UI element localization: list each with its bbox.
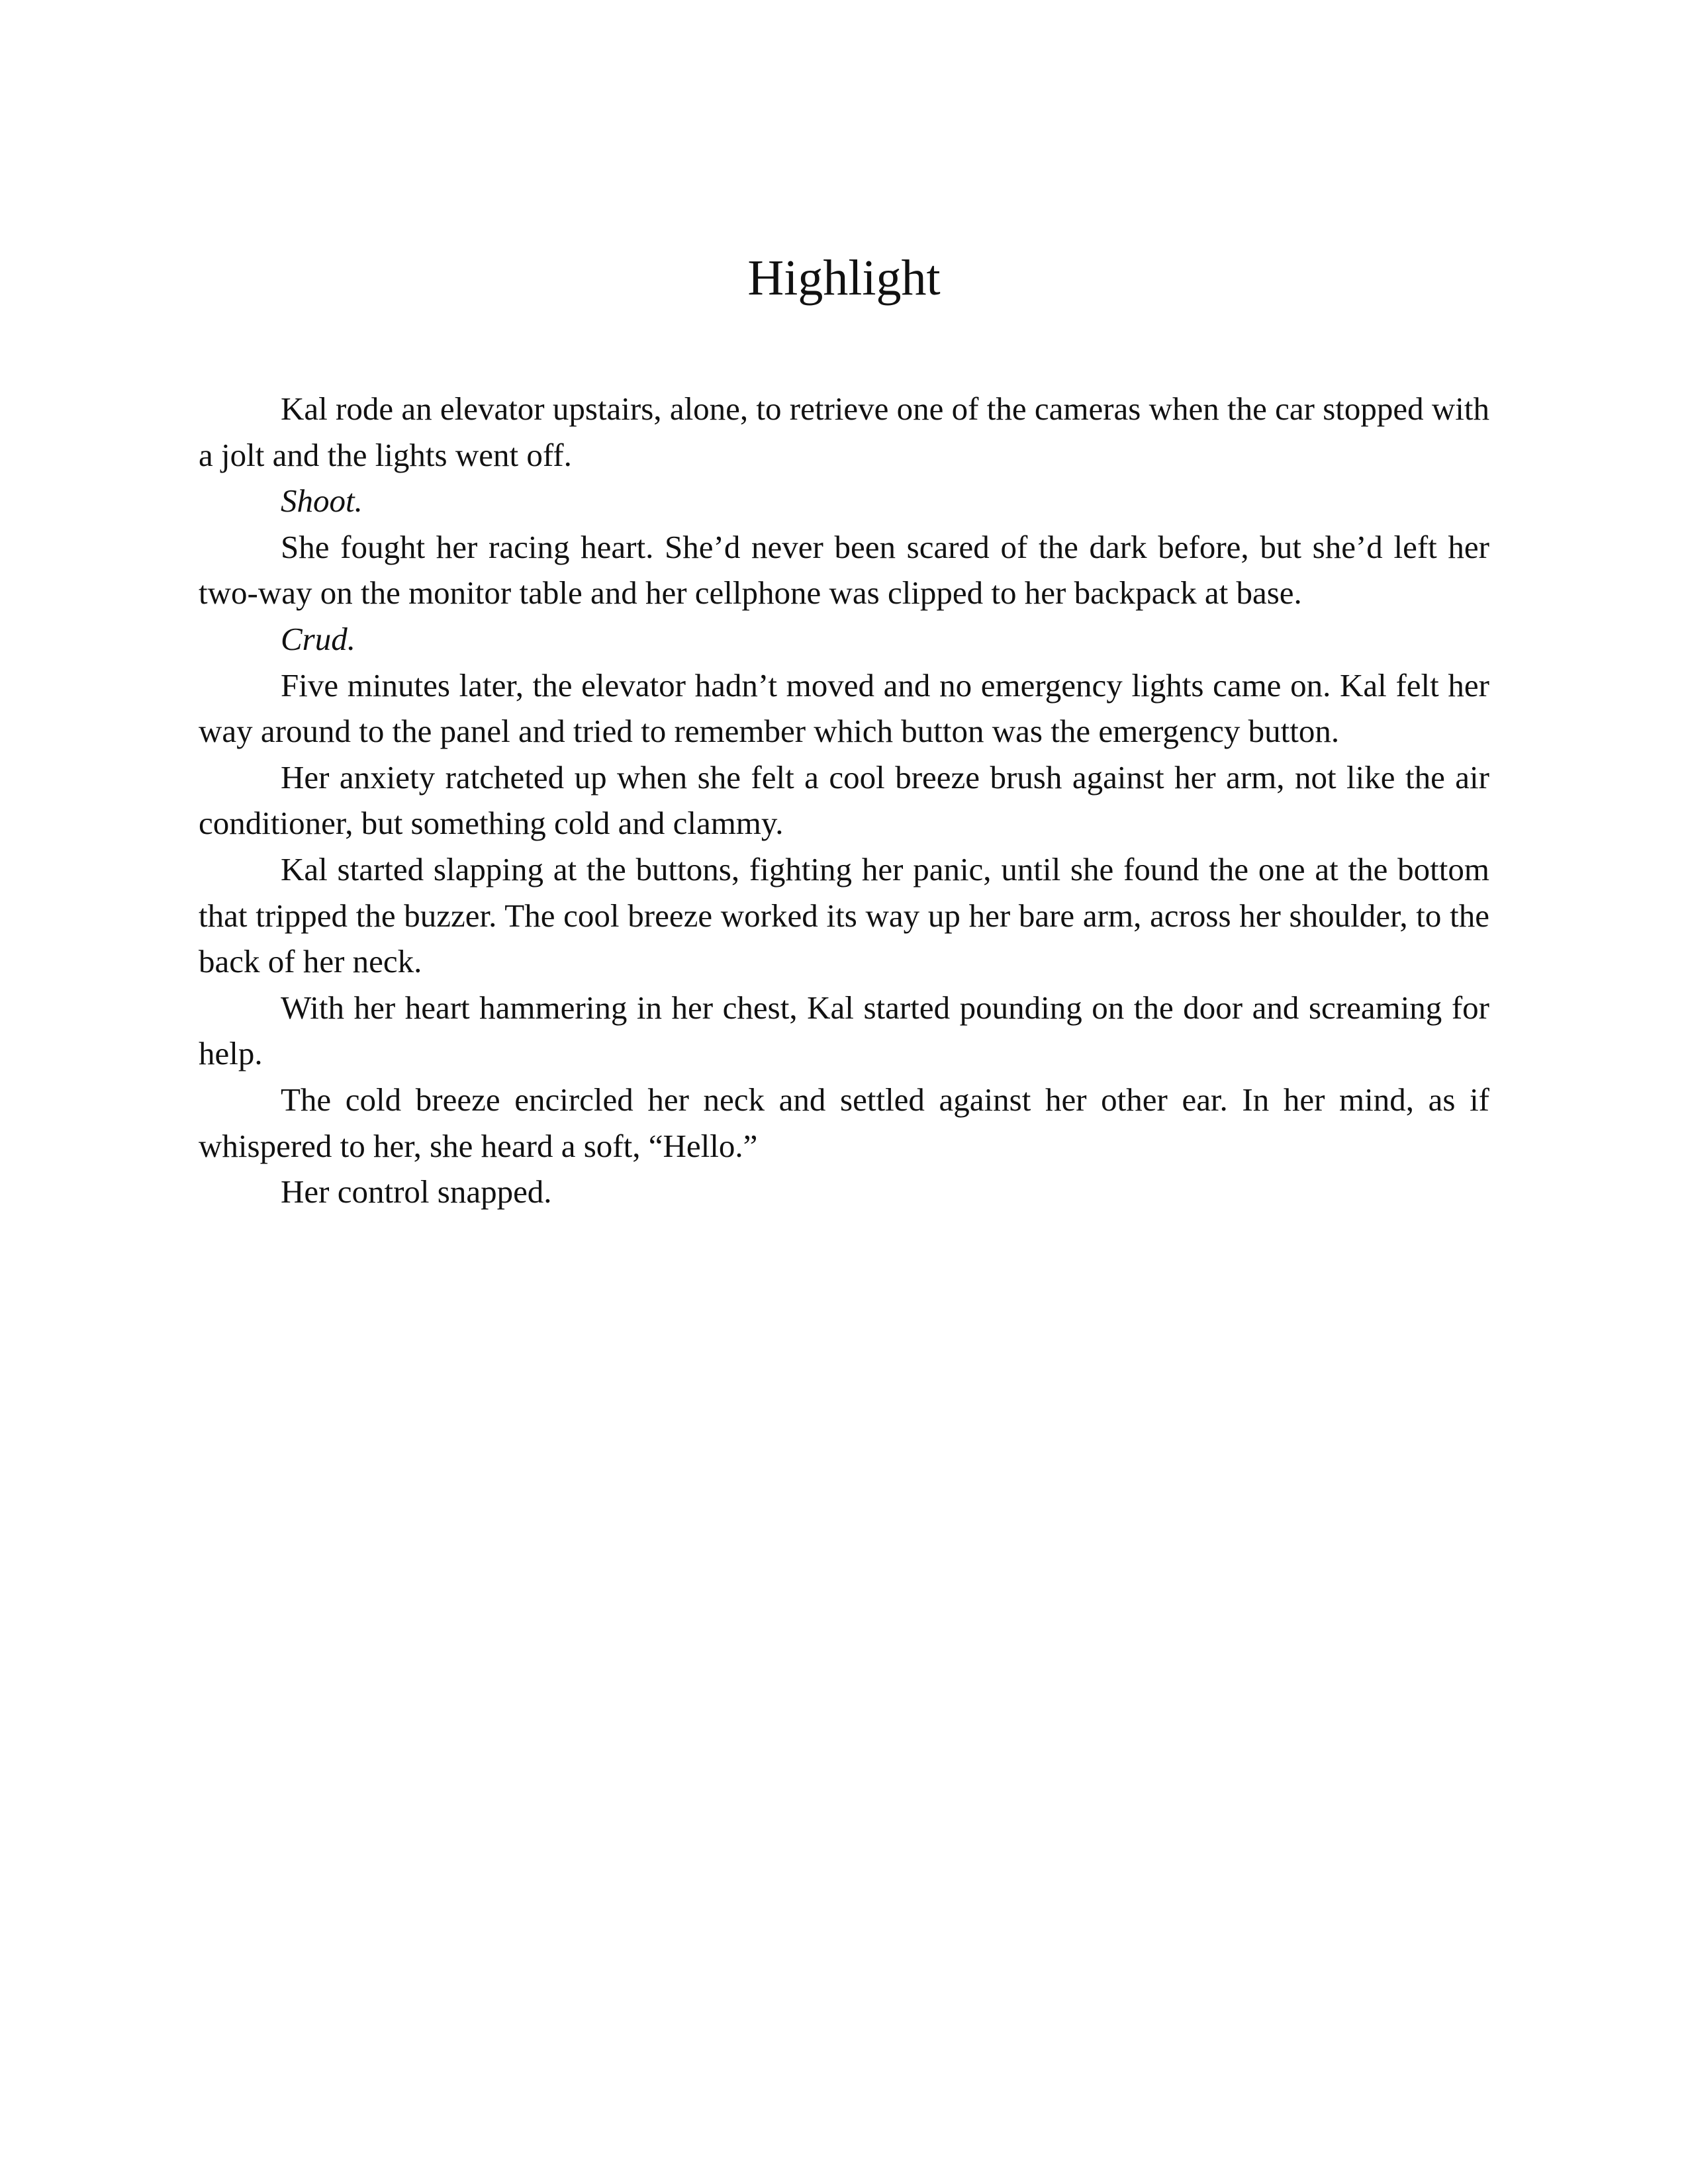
body-text	[199, 386, 1489, 1215]
paragraph: Kal rode an elevator upstairs, alone, to retrieve one of the cameras when the car stopped with a jolt and the lights went off.	[199, 390, 1489, 473]
paragraph: Her anxiety ratcheted up when she felt a cool breeze brush against her arm, not like the air conditioner, but something cold and clammy.	[199, 758, 1489, 842]
page-title: Highlight	[747, 250, 941, 306]
paragraph: She fought her racing heart. She’d never been scared of the dark before, but she’d left her two-way on the monitor table and her cellphone was clipped to her backpack at base.	[199, 528, 1489, 612]
paragraph: Five minutes later, the elevator hadn’t moved and no emergency lights came on. Kal felt her way around to the panel and tried to remember which button was the emergency button.	[199, 666, 1489, 750]
paragraph: With her heart hammering in her chest, Kal started pounding on the door and screaming for help.	[199, 989, 1489, 1072]
paragraph: Shoot.	[281, 482, 363, 520]
paragraph: Kal started slapping at the buttons, fighting her panic, until she found the one at the bottom that tripped the buzzer. The cool breeze worked its way up her bare arm, across her shoulder, to the back of her neck.	[199, 850, 1489, 980]
paragraph: Crud.	[281, 620, 356, 657]
paragraph: Her control snapped.	[281, 1173, 552, 1210]
paragraph: The cold breeze encircled her neck and settled against her other ear. In her mind, as if whispered to her, she heard a soft, “Hello.”	[199, 1081, 1489, 1164]
